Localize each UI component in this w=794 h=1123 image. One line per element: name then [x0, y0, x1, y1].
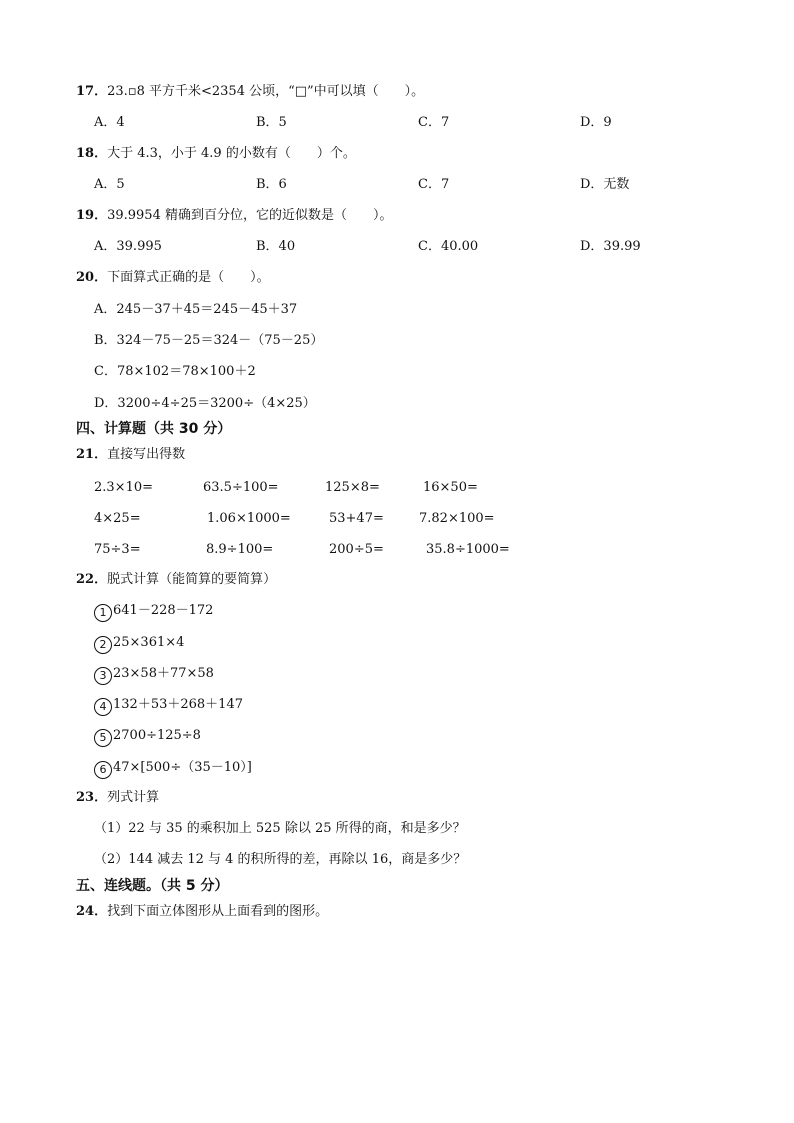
q18-option-b: B．6	[256, 177, 287, 192]
question-text: 直接写出得数	[107, 447, 186, 462]
calc-item-4	[94, 696, 243, 716]
question-number: 22．	[76, 572, 108, 587]
q18-option-c: C．7	[418, 177, 450, 192]
calc-cell: 75÷3=	[94, 542, 141, 557]
circled-number: 5	[94, 729, 112, 747]
calc-cell: 16×50=	[423, 480, 478, 495]
question-text: 脱式计算（能简算的要简算）	[107, 572, 277, 587]
calc-item-1	[94, 602, 213, 622]
calc-cell: 125×8=	[325, 480, 380, 495]
word-problem-2: （2）144 减去 12 与 4 的积所得的差，再除以 16，商是多少？	[94, 852, 467, 867]
question-number: 23．	[76, 790, 108, 805]
question-number: 19．	[76, 208, 108, 223]
q19-option-a: A．39.995	[94, 239, 162, 254]
question-text: 39.9954 精确到百分位，它的近似数是（ ）。	[107, 208, 393, 223]
q19-option-b: B．40	[256, 239, 296, 254]
calc-cell: 4×25=	[94, 511, 141, 526]
calc-expression: 23×58＋77×58	[113, 666, 214, 681]
section-heading-4: 四、计算题（共 30 分）	[76, 421, 232, 437]
question-17	[76, 83, 424, 101]
calc-expression: 47×[500÷（35－10）]	[113, 760, 252, 775]
circled-number: 2	[94, 636, 112, 654]
calc-expression: 641－228－172	[113, 603, 214, 618]
question-number: 21．	[76, 447, 108, 462]
calc-cell: 63.5÷100=	[203, 480, 279, 495]
q17-option-d: D．9	[580, 115, 612, 130]
question-number: 20．	[76, 270, 108, 285]
calc-expression: 25×361×4	[113, 635, 185, 650]
question-24	[76, 903, 328, 921]
calc-expression: 2700÷125÷8	[113, 728, 201, 743]
q20-option-d: D．3200÷4÷25＝3200÷（4×25）	[94, 396, 316, 411]
q20-option-a: A．245－37＋45＝245－45＋37	[94, 302, 298, 317]
calc-cell: 7.82×100=	[419, 511, 495, 526]
word-problem-1: （1）22 与 35 的乘积加上 525 除以 25 所得的商，和是多少？	[94, 821, 466, 836]
question-number: 24．	[76, 904, 108, 919]
question-text: 大于 4.3，小于 4.9 的小数有（ ）个。	[107, 146, 356, 161]
calc-cell: 8.9÷100=	[206, 542, 274, 557]
circled-number: 6	[94, 761, 112, 779]
question-18	[76, 145, 356, 163]
calc-expression: 132＋53＋268＋147	[113, 697, 243, 712]
calc-cell: 35.8÷1000=	[426, 542, 510, 557]
question-text: 找到下面立体图形从上面看到的图形。	[107, 904, 329, 919]
question-19	[76, 207, 393, 225]
question-text: 下面算式正确的是（ ）。	[107, 270, 270, 285]
calc-item-5	[94, 727, 201, 747]
question-number: 18．	[76, 146, 108, 161]
circled-number: 1	[94, 604, 112, 622]
q18-option-a: A．5	[94, 177, 125, 192]
calc-cell: 53+47=	[329, 511, 384, 526]
circled-number: 4	[94, 698, 112, 716]
calc-cell: 1.06×1000=	[207, 511, 291, 526]
question-21	[76, 446, 185, 464]
q19-option-c: C．40.00	[418, 239, 479, 254]
question-22	[76, 571, 276, 589]
q20-option-b: B．324－75－25＝324－（75－25）	[94, 333, 324, 348]
q20-option-c: C．78×102＝78×100＋2	[94, 364, 256, 379]
q19-option-d: D．39.99	[580, 239, 641, 254]
section-heading-5: 五、连线题。（共 5 分）	[76, 878, 229, 894]
calc-item-6	[94, 759, 252, 779]
q17-option-b: B．5	[256, 115, 287, 130]
question-20	[76, 269, 270, 287]
question-number: 17．	[76, 84, 108, 99]
calc-cell: 2.3×10=	[94, 480, 154, 495]
circled-number: 3	[94, 667, 112, 685]
calc-item-2	[94, 634, 184, 654]
question-text: 列式计算	[107, 790, 160, 805]
q17-option-a: A．4	[94, 115, 125, 130]
question-text: 23.▫8 平方千米<2354 公顷，“□”中可以填（ ）。	[107, 84, 425, 99]
calc-item-3	[94, 665, 214, 685]
q17-option-c: C．7	[418, 115, 450, 130]
q18-option-d: D．无数	[580, 177, 630, 192]
question-23	[76, 789, 159, 807]
calc-cell: 200÷5=	[329, 542, 384, 557]
